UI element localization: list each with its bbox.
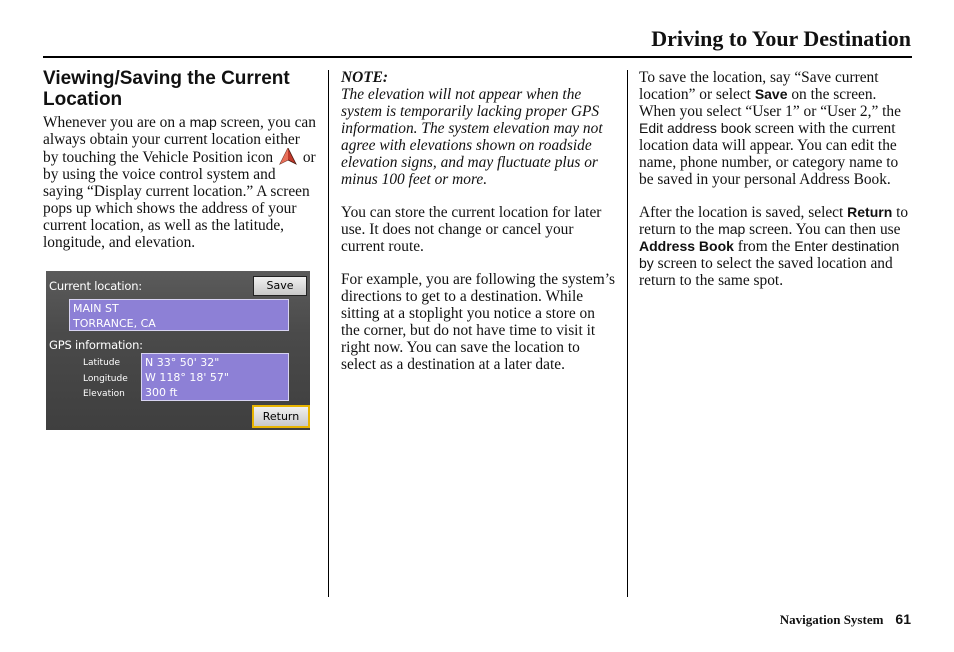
latitude-label: Latitude <box>83 358 121 368</box>
map-term: map <box>189 114 217 130</box>
gps-information-label: GPS information: <box>49 338 143 352</box>
gps-field-labels <box>83 356 128 403</box>
note-heading: NOTE: <box>341 69 389 86</box>
current-location-label: Current location: <box>49 279 142 293</box>
note-body: The elevation will not appear when the system is temporarily lacking proper GPS information. The system elevation may not agree with elevations shown on roadside elevation signs, and may fluctuate plus or minus 100 feet or more. <box>341 86 603 188</box>
column-1 <box>43 68 318 251</box>
save-instructions-paragraph: To save the location, say “Save current location” or select Save on the screen. When you select “User 1” or “User 2,” the Edit address book screen with the current location data will appear. You can edit the name, phone number, or category name to be saved in your personal Address Book. <box>639 69 901 188</box>
column-divider-2 <box>627 70 628 597</box>
footer-section: Navigation System <box>779 612 884 627</box>
after-save-paragraph: After the location is saved, select Return to return to the map screen. You can then use Address Book from the Enter destination by screen to select the saved location and return to the same spot. <box>639 204 909 289</box>
save-term: Save <box>754 86 788 102</box>
return-button[interactable]: Return <box>252 405 310 428</box>
store-location-paragraph: You can store the current location for later use. It does not change or cancel your current route. <box>341 204 602 255</box>
save-button[interactable]: Save <box>253 276 307 296</box>
edit-address-book-term: Edit address book <box>639 120 752 136</box>
header-rule <box>43 56 912 58</box>
column-divider-1 <box>328 70 329 597</box>
intro-paragraph: Whenever you are on a map screen, you can always obtain your current location either by touching the Vehicle Position icon or by using the voice control system and saying “Display current location.” A screen pops up which shows the address of your current location, as well as the latitude, longitude, and elevation. <box>43 114 316 251</box>
latitude-value: N 33° 50' 32" <box>145 356 220 369</box>
longitude-label: Longitude <box>83 373 128 384</box>
current-location-screen <box>46 271 310 430</box>
page-number: 61 <box>895 611 911 627</box>
vehicle-position-icon <box>279 148 297 165</box>
elevation-label: Elevation <box>83 389 125 399</box>
elevation-value: 300 ft <box>145 386 178 399</box>
address-line-1: MAIN ST <box>73 302 119 315</box>
longitude-value: W 118° 18' 57" <box>145 371 229 384</box>
example-paragraph: For example, you are following the system’s directions to get to a destination. While sitting at a stoplight you notice a store on the corner, but do not have time to visit it right now. You can save the location to select as a destination at a later date. <box>341 271 615 373</box>
section-heading: Viewing/Saving the Current Location <box>43 68 290 110</box>
enter-destination-term: Enter destination by <box>639 238 900 271</box>
address-line-2: TORRANCE, CA <box>73 317 156 330</box>
column-2 <box>341 69 617 373</box>
address-box <box>69 299 289 331</box>
column-3 <box>639 69 914 289</box>
page-title: Driving to Your Destination <box>651 26 911 51</box>
map-term-2: map <box>718 221 746 237</box>
return-term: Return <box>847 204 893 220</box>
page-footer <box>780 611 911 628</box>
address-book-term: Address Book <box>639 238 734 254</box>
gps-values-box <box>141 353 289 401</box>
